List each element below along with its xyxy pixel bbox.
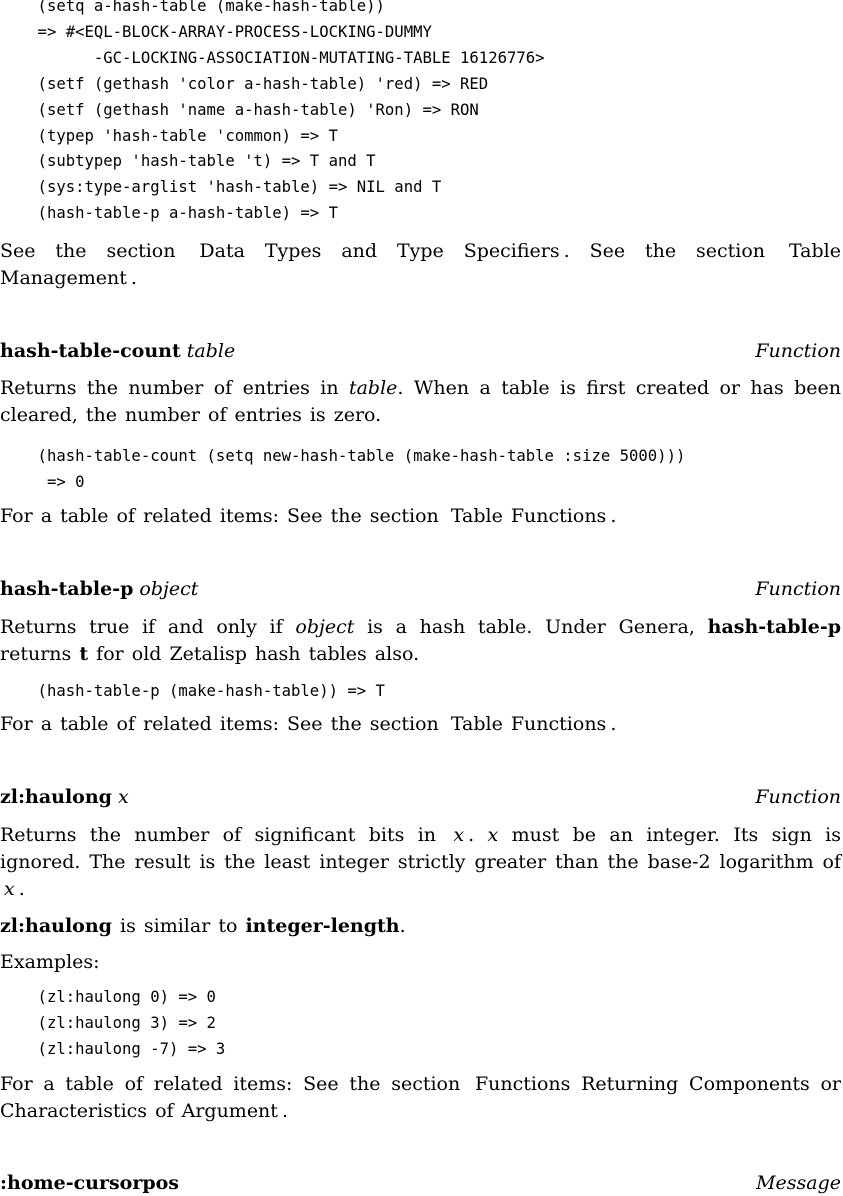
code-line: -GC-LOCKING-ASSOCIATION-MUTATING-TABLE 16126776>: [0, 48, 545, 67]
entry-symbol: :home-cursorpos: [0, 1172, 180, 1194]
code-line: (zl:haulong 0) => 0: [0, 988, 216, 1006]
entry-description: Returns true if and only if object is a hash table. Under Genera, hash-table-p returns t for old Zetalisp hash tables also.: [0, 616, 842, 665]
entry-description: Returns the number of entries in table. When a table is first created or has been cleared, the number of entries is zero.: [0, 377, 841, 426]
entry-heading: [0, 786, 841, 808]
code-line: (hash-table-p (make-hash-table)) => T: [0, 682, 385, 700]
entry-kind: Function: [755, 786, 841, 808]
entry-arg: x: [118, 786, 129, 808]
entry-see-also: For a table of related items: See the section Table Functions .: [0, 713, 617, 735]
code-line: (zl:haulong -7) => 3: [0, 1039, 226, 1058]
link-table-management[interactable]: Table Management: [0, 240, 841, 289]
link-functions-returning-components[interactable]: Functions Returning Components or Characteristics of Argument: [0, 1073, 841, 1122]
top-code-block: [0, 0, 545, 227]
entry-kind: Function: [755, 340, 841, 362]
link-table-functions[interactable]: Table Functions: [450, 505, 607, 527]
code-line: => #<EQL-BLOCK-ARRAY-PROCESS-LOCKING-DUMMY: [0, 22, 432, 41]
entry-code-block: [0, 679, 385, 705]
code-line: (setq a-hash-table (make-hash-table)): [0, 0, 385, 15]
code-line: (subtypep 'hash-table 't) => T and T: [0, 152, 376, 171]
entry-heading: [0, 1172, 841, 1194]
code-line: (zl:haulong 3) => 2: [0, 1013, 216, 1032]
entry-symbol: hash-table-count: [0, 340, 181, 362]
link-data-types[interactable]: Data Types and Type Specifiers: [199, 240, 560, 262]
entry-code-block: [0, 444, 685, 496]
code-line: (hash-table-p a-hash-table) => T: [0, 204, 338, 223]
entry-kind: Function: [755, 578, 841, 600]
entry-arg: table: [186, 340, 236, 362]
code-line: (typep 'hash-table 'common) => T: [0, 126, 338, 145]
examples-label: Examples:: [0, 951, 100, 973]
code-line: (sys:type-arglist 'hash-table) => NIL and T: [0, 178, 442, 197]
code-line: (setf (gethash 'color a-hash-table) 'red) => RED: [0, 74, 489, 93]
entry-arg: object: [139, 578, 199, 600]
entry-see-also: For a table of related items: See the section Table Functions .: [0, 505, 617, 527]
link-table-functions[interactable]: Table Functions: [450, 713, 607, 735]
entry-code-block: [0, 985, 225, 1063]
entry-see-also: For a table of related items: See the section Functions Returning Components or Characteristics of Argument .: [0, 1073, 841, 1122]
entry-similar-note: zl:haulong is similar to integer-length.: [0, 915, 406, 937]
entry-kind: Message: [756, 1172, 841, 1194]
entry-description: Returns the number of significant bits in x . x must be an integer. Its sign is ignored. The result is the least integer strictly greater than the base-2 logarithm of x .: [0, 824, 842, 900]
entry-symbol: hash-table-p: [0, 578, 134, 600]
entry-heading: [0, 578, 841, 600]
code-line: => 0: [0, 472, 85, 491]
entry-symbol: zl:haulong: [0, 786, 112, 808]
entry-heading: [0, 340, 841, 362]
code-line: (hash-table-count (setq new-hash-table (make-hash-table :size 5000))): [0, 447, 686, 465]
code-line: (setf (gethash 'name a-hash-table) 'Ron) => RON: [0, 100, 479, 119]
top-see-also: See the section Data Types and Type Specifiers . See the section Table Management .: [0, 240, 841, 289]
